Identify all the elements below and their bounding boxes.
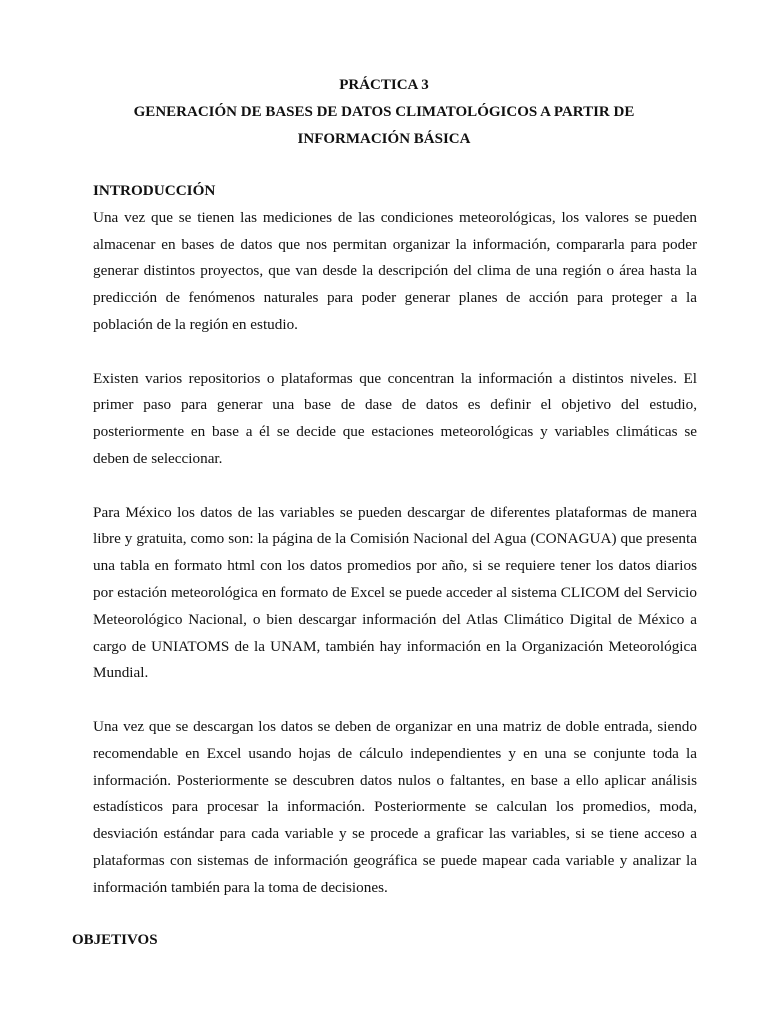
introduction-section [93, 178, 697, 928]
paragraph-4: Una vez que se descargan los datos se deben de organizar en una matriz de doble entrada, siendo recomendable en Excel usando hojas de cálculo independientes y en una se conjunte toda la información. Posteriormente se descubren datos nulos o faltantes, en base a ello aplicar análisis estadísticos para procesar la información. Posteriormente se calculan los promedios, moda, desviación estándar para cada variable y se procede a graficar las variables, si se tiene acceso a plataformas con sistemas de información geográfica se puede mapear cada variable y analizar la información también para la toma de decisiones. [93, 717, 697, 896]
objectives-heading: OBJETIVOS [72, 932, 158, 948]
paragraph-3: Para México los datos de las variables se pueden descargar de diferentes plataformas de manera libre y gratuita, como son: la página de la Comisión Nacional del Agua (CONAGUA) que presenta una tabla en formato html con los datos promedios por año, si se requiere tener los datos diarios por estación meteorológica en formato de Excel se puede acceder al sistema CLICOM del Servicio Meteorológico Nacional, o bien descargar información del Atlas Climático Digital de México a cargo de UNIATOMS de la UNAM, también hay información en la Organización Meteorológica Mundial. [93, 503, 697, 682]
paragraph-2: Existen varios repositorios o plataformas que concentran la información a distintos niveles. El primer paso para generar una base de dase de datos es definir el objetivo del estudio, posteriormente en base a él se decide que estaciones meteorológicas y variables climáticas se deben de seleccionar. [93, 369, 697, 467]
introduction-heading: INTRODUCCIÓN [93, 182, 216, 199]
document-title [0, 72, 768, 153]
paragraph-1: Una vez que se tienen las mediciones de las condiciones meteorológicas, los valores se pueden almacenar en bases de datos que nos permitan organizar la información, compararla para poder generar distintos proyectos, que van desde la descripción del clima de una región o área hasta la predicción de fenómenos naturales para poder generar planes de acción para proteger a la población de la región en estudio. [93, 208, 697, 333]
title-line-1: GENERACIÓN DE BASES DE DATOS CLIMATOLÓGICOS A PARTIR DE [133, 104, 635, 120]
title-line-2: INFORMACIÓN BÁSICA [297, 131, 471, 147]
practice-number: PRÁCTICA 3 [339, 77, 429, 93]
